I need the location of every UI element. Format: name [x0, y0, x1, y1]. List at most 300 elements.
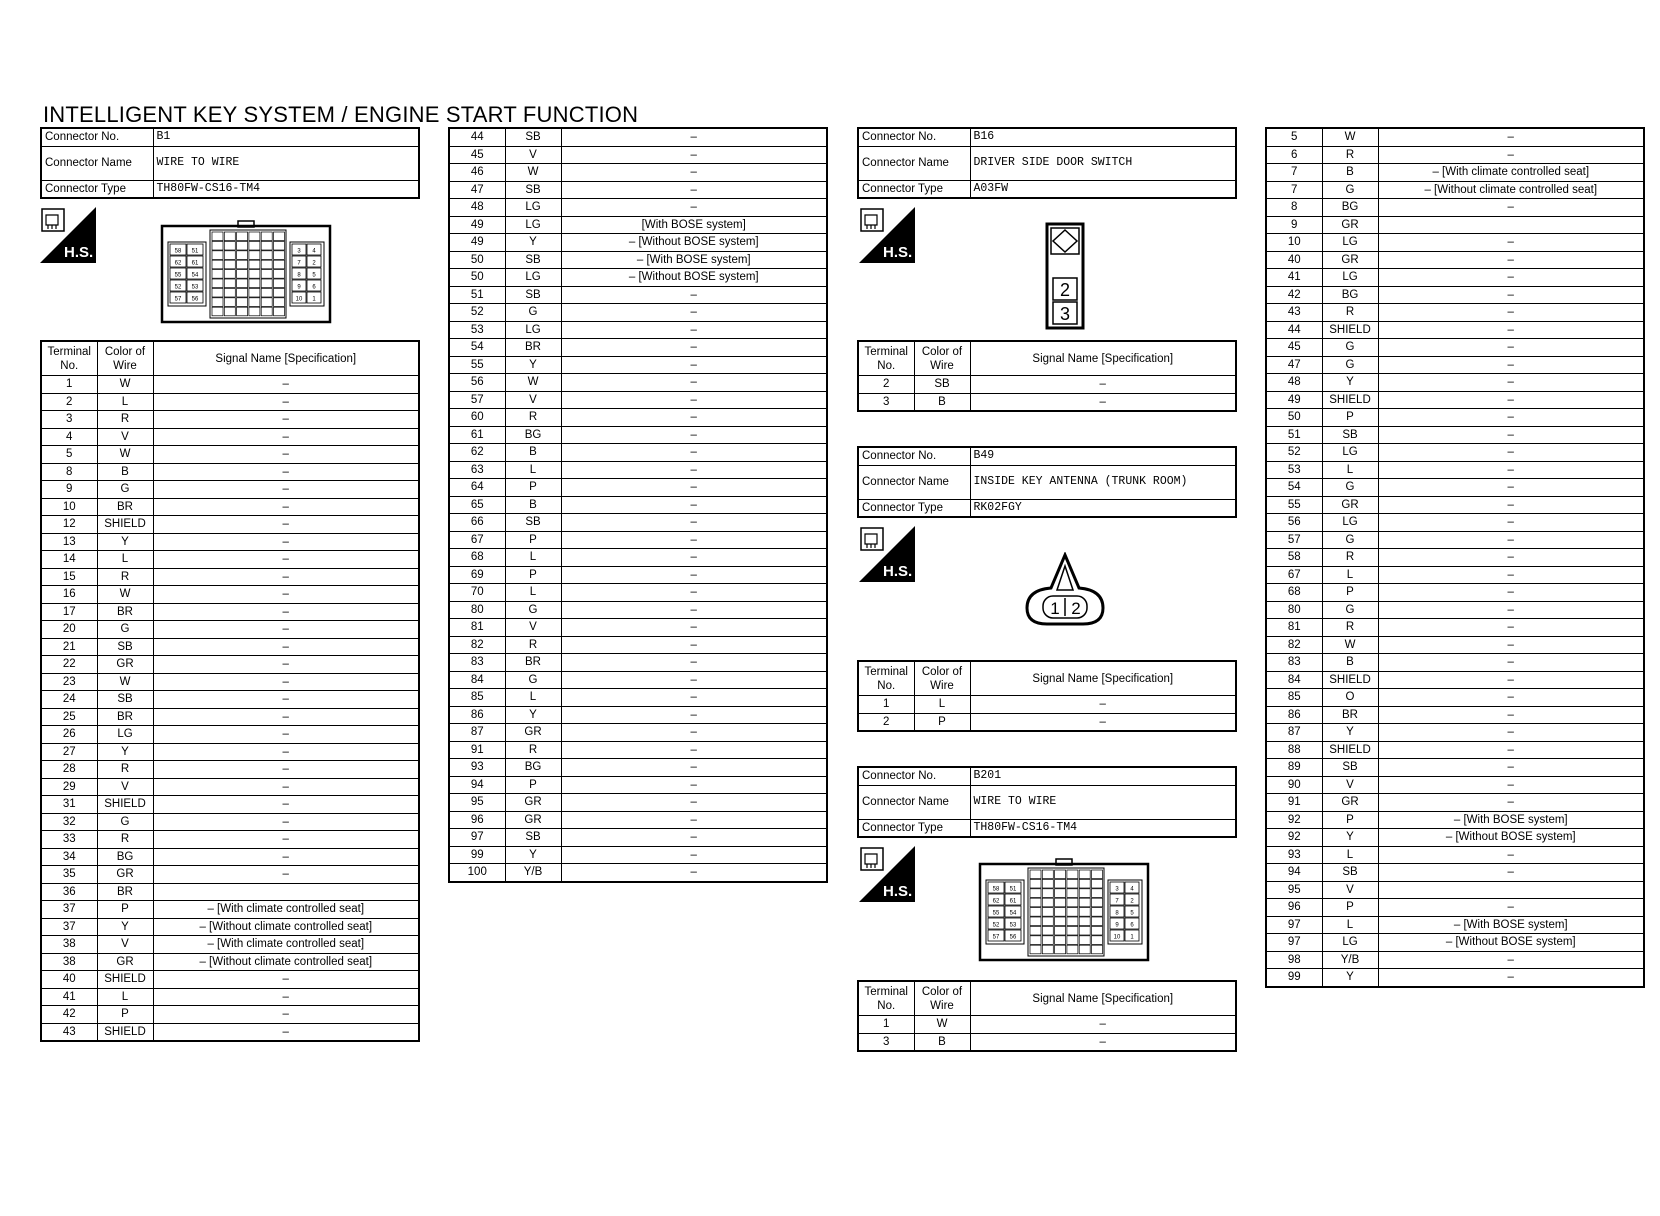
table-row	[1266, 479, 1644, 497]
pin-label: 4	[1130, 886, 1134, 893]
signal-name-cell: –	[1378, 951, 1644, 969]
signal-name-cell: –	[153, 411, 419, 429]
terminal-no-cell: 80	[1266, 601, 1322, 619]
terminal-no-cell: 70	[449, 584, 505, 602]
terminal-no-cell: 7	[1266, 164, 1322, 182]
connector-type-value: A03FW	[970, 180, 1236, 198]
table-row	[1266, 251, 1644, 269]
table-row	[1266, 881, 1644, 899]
signal-name-cell: –	[1378, 374, 1644, 392]
terminal-no-cell: 95	[449, 794, 505, 812]
pin-label: 62	[174, 260, 182, 267]
signal-name-cell: –	[561, 689, 827, 707]
signal-name-cell: –	[561, 724, 827, 742]
terminal-no-cell: 83	[1266, 654, 1322, 672]
pin-cell	[1055, 870, 1066, 879]
signal-name-cell: –	[1378, 409, 1644, 427]
terminal-no-cell: 31	[41, 796, 97, 814]
signal-name-cell: –	[561, 811, 827, 829]
signal-name-cell: – [With BOSE system]	[561, 251, 827, 269]
table-row	[449, 794, 827, 812]
table-row	[449, 339, 827, 357]
signal-name-cell: –	[1378, 461, 1644, 479]
table-row	[1266, 671, 1644, 689]
connector-type-label: Connector Type	[858, 180, 970, 198]
wire-color-cell: SB	[505, 829, 561, 847]
pin-cell	[1042, 945, 1053, 954]
pin-label: 1	[1130, 934, 1134, 941]
pin-cell	[212, 270, 223, 279]
terminal-no-cell: 47	[449, 181, 505, 199]
terminal-no-cell: 43	[1266, 304, 1322, 322]
wire-color-cell: V	[97, 778, 153, 796]
terminal-no-cell: 96	[1266, 899, 1322, 917]
pin-cell	[212, 232, 223, 241]
wire-color-cell: SHIELD	[1322, 391, 1378, 409]
pin-cell	[224, 298, 235, 307]
table-row	[41, 1023, 419, 1041]
signal-name-cell: – [With climate controlled seat]	[153, 901, 419, 919]
pin-label: 53	[191, 284, 199, 291]
signal-name-cell: –	[153, 726, 419, 744]
pin-label: 56	[191, 296, 199, 303]
terminal-no-cell: 14	[41, 551, 97, 569]
signal-name-cell: –	[561, 146, 827, 164]
table-row	[1266, 689, 1644, 707]
wire-color-cell: W	[914, 1016, 970, 1034]
table-row	[41, 638, 419, 656]
pin-label: 56	[1009, 934, 1017, 941]
connector-name-label: Connector Name	[858, 146, 970, 180]
table-row	[1266, 741, 1644, 759]
wire-color-cell: R	[97, 568, 153, 586]
terminal-no-cell: 90	[1266, 776, 1322, 794]
table-row	[449, 234, 827, 252]
table-row	[41, 673, 419, 691]
wire-color-cell: L	[505, 549, 561, 567]
pin-cell	[212, 251, 223, 260]
wire-color-cell: R	[1322, 619, 1378, 637]
terminal-no-cell: 99	[1266, 969, 1322, 987]
table-row	[1266, 951, 1644, 969]
signal-name-cell: –	[561, 566, 827, 584]
table-row	[1266, 181, 1644, 199]
wire-color-cell: L	[97, 393, 153, 411]
table-row	[449, 671, 827, 689]
wire-color-cell: W	[97, 673, 153, 691]
signal-name-cell: –	[153, 586, 419, 604]
signal-name-cell: –	[153, 656, 419, 674]
table-row	[1266, 391, 1644, 409]
signal-name-cell: –	[561, 776, 827, 794]
pin-label: 58	[174, 248, 182, 255]
pin-label: 5	[312, 272, 316, 279]
terminal-no-cell: 10	[1266, 234, 1322, 252]
pin-label: 54	[191, 272, 199, 279]
pin-cell	[237, 251, 248, 260]
pin-label: 2	[312, 260, 316, 267]
wire-color-cell: BG	[505, 426, 561, 444]
connector-type-label: Connector Type	[41, 180, 153, 198]
table-row	[449, 216, 827, 234]
terminal-no-header: Terminal No.	[858, 341, 914, 376]
wire-color-cell: BG	[1322, 199, 1378, 217]
signal-name-cell: –	[561, 409, 827, 427]
wire-color-cell: V	[505, 619, 561, 637]
wire-color-cell: SHIELD	[97, 796, 153, 814]
terminal-no-cell: 49	[1266, 391, 1322, 409]
wire-color-cell: P	[505, 531, 561, 549]
terminal-no-cell: 67	[1266, 566, 1322, 584]
pin-cell	[261, 260, 272, 269]
terminal-no-cell: 34	[41, 848, 97, 866]
wire-color-cell: SB	[505, 181, 561, 199]
table-row	[858, 713, 1236, 731]
wire-color-cell: BR	[97, 883, 153, 901]
connector-type-value: RK02FGY	[970, 499, 1236, 517]
signal-name-cell: –	[1378, 864, 1644, 882]
table-row	[41, 586, 419, 604]
terminal-no-cell: 68	[1266, 584, 1322, 602]
signal-name-cell	[1378, 881, 1644, 899]
pin-cell	[274, 260, 285, 269]
terminal-no-cell: 24	[41, 691, 97, 709]
table-row	[449, 321, 827, 339]
terminal-no-cell: 84	[1266, 671, 1322, 689]
color-header: Color of Wire	[914, 981, 970, 1016]
wire-color-cell: G	[505, 601, 561, 619]
pin-cell	[1055, 945, 1066, 954]
table-row	[1266, 234, 1644, 252]
signal-name-cell: –	[561, 426, 827, 444]
table-row	[449, 286, 827, 304]
table-row	[41, 1006, 419, 1024]
pin-cell	[274, 307, 285, 316]
signal-name-cell: – [Without BOSE system]	[1378, 934, 1644, 952]
wire-color-cell: GR	[1322, 496, 1378, 514]
table-row	[449, 164, 827, 182]
signal-name-cell	[153, 883, 419, 901]
terminal-no-cell: 65	[449, 496, 505, 514]
signal-name-cell: –	[153, 743, 419, 761]
signal-name-cell: –	[1378, 689, 1644, 707]
terminal-no-cell: 17	[41, 603, 97, 621]
signal-name-cell: –	[1378, 269, 1644, 287]
table-row	[1266, 811, 1644, 829]
terminal-no-cell: 97	[1266, 934, 1322, 952]
table-row	[41, 603, 419, 621]
connector-no-label: Connector No.	[41, 128, 153, 146]
pin-cell	[1092, 926, 1103, 935]
terminal-no-cell: 48	[449, 199, 505, 217]
signal-name-cell: – [With BOSE system]	[1378, 916, 1644, 934]
table-row	[858, 1033, 1236, 1051]
table-row	[41, 901, 419, 919]
table-row	[1266, 794, 1644, 812]
color-header: Color of Wire	[914, 341, 970, 376]
pin-cell	[249, 241, 260, 250]
table-row	[449, 479, 827, 497]
signal-name-cell: –	[561, 794, 827, 812]
wire-color-cell: R	[1322, 549, 1378, 567]
table-row	[858, 1016, 1236, 1034]
signal-name-cell: –	[153, 621, 419, 639]
wire-color-cell: G	[97, 621, 153, 639]
wire-color-cell: Y	[1322, 724, 1378, 742]
terminal-no-cell: 3	[41, 411, 97, 429]
wire-color-cell: BR	[505, 654, 561, 672]
b16-connector-header	[857, 127, 1237, 199]
terminal-no-cell: 50	[1266, 409, 1322, 427]
table-row	[41, 761, 419, 779]
table-row	[1266, 601, 1644, 619]
terminal-no-cell: 67	[449, 531, 505, 549]
pin-cell	[249, 288, 260, 297]
table-row	[1266, 444, 1644, 462]
connector-type-value: TH80FW-CS16-TM4	[970, 819, 1236, 837]
wire-color-cell: SB	[505, 251, 561, 269]
terminal-no-cell: 38	[41, 953, 97, 971]
pin-label: 9	[297, 284, 301, 291]
wire-color-cell: Y/B	[1322, 951, 1378, 969]
terminal-no-cell: 44	[449, 128, 505, 146]
terminal-no-cell: 63	[449, 461, 505, 479]
pin-cell	[274, 232, 285, 241]
pin-cell	[1055, 889, 1066, 898]
pin-label: 57	[992, 934, 1000, 941]
pin-cell	[261, 251, 272, 260]
signal-name-cell: –	[1378, 128, 1644, 146]
signal-name-cell: –	[561, 444, 827, 462]
pin-label: 2	[1130, 898, 1134, 905]
wire-color-cell: B	[505, 444, 561, 462]
pin-cell	[237, 298, 248, 307]
table-row	[41, 411, 419, 429]
terminal-no-cell: 43	[41, 1023, 97, 1041]
signal-name-cell: –	[153, 446, 419, 464]
table-row	[449, 409, 827, 427]
wire-color-cell: Y	[97, 533, 153, 551]
table-row	[41, 988, 419, 1006]
table-row	[449, 181, 827, 199]
pin-cell	[1055, 936, 1066, 945]
pin-cell	[1030, 945, 1041, 954]
pin-cell	[261, 298, 272, 307]
table-row	[1266, 706, 1644, 724]
signal-name-cell: – [With climate controlled seat]	[1378, 164, 1644, 182]
table-row	[1266, 496, 1644, 514]
page-title: INTELLIGENT KEY SYSTEM / ENGINE START FUNCTION	[43, 102, 639, 127]
terminal-no-cell: 13	[41, 533, 97, 551]
table-row	[1266, 759, 1644, 777]
terminal-no-cell: 42	[1266, 286, 1322, 304]
wire-color-cell: P	[1322, 899, 1378, 917]
pin-cell	[212, 241, 223, 250]
table-row	[858, 376, 1236, 394]
terminal-no-cell: 8	[41, 463, 97, 481]
table-row	[1266, 339, 1644, 357]
table-row	[1266, 654, 1644, 672]
wire-color-cell: B	[1322, 654, 1378, 672]
pin-cell	[261, 232, 272, 241]
table-row	[1266, 514, 1644, 532]
terminal-no-cell: 51	[1266, 426, 1322, 444]
wire-color-cell: G	[505, 304, 561, 322]
pin-label: 8	[1115, 910, 1119, 917]
pin-label: 7	[1115, 898, 1119, 905]
terminal-no-cell: 81	[449, 619, 505, 637]
signal-name-cell: –	[153, 376, 419, 394]
table-row	[449, 846, 827, 864]
terminal-no-cell: 29	[41, 778, 97, 796]
terminal-no-cell: 41	[41, 988, 97, 1006]
terminal-no-cell: 56	[1266, 514, 1322, 532]
table-row	[1266, 776, 1644, 794]
signal-name-cell: –	[970, 393, 1236, 411]
pin-cell	[237, 307, 248, 316]
connector-type-value: TH80FW-CS16-TM4	[153, 180, 419, 198]
pin-cell	[1079, 889, 1090, 898]
table-row	[449, 566, 827, 584]
terminal-no-cell: 4	[41, 428, 97, 446]
table-row	[449, 496, 827, 514]
table-row	[41, 533, 419, 551]
signal-name-cell: –	[153, 533, 419, 551]
signal-name-cell: –	[153, 393, 419, 411]
pin-cell	[237, 270, 248, 279]
terminal-no-cell: 10	[41, 498, 97, 516]
pin-cell	[1079, 945, 1090, 954]
table-row	[1266, 864, 1644, 882]
pin-cell	[249, 298, 260, 307]
pin-block	[1028, 868, 1104, 956]
signal-name-cell: –	[1378, 899, 1644, 917]
b1-terminal-table	[40, 340, 420, 1042]
wire-color-cell: V	[97, 936, 153, 954]
pin-cell	[249, 232, 260, 241]
wire-color-cell: R	[1322, 304, 1378, 322]
wire-color-cell: W	[505, 164, 561, 182]
table-row	[1266, 531, 1644, 549]
wire-color-cell: P	[505, 776, 561, 794]
table-row	[449, 619, 827, 637]
hs-label: H.S.	[883, 244, 913, 261]
terminal-no-cell: 3	[858, 393, 914, 411]
connector-type-label: Connector Type	[858, 499, 970, 517]
pin-cell	[1030, 870, 1041, 879]
wire-color-cell: P	[914, 713, 970, 731]
wire-color-cell: L	[505, 584, 561, 602]
signal-name-cell: –	[1378, 146, 1644, 164]
terminal-no-cell: 7	[1266, 181, 1322, 199]
pin-label: 4	[312, 248, 316, 255]
pin-cell	[274, 251, 285, 260]
table-row	[41, 393, 419, 411]
pin-cell	[224, 232, 235, 241]
pin-cell	[1042, 889, 1053, 898]
signal-name-cell: –	[561, 321, 827, 339]
signal-name-cell: –	[1378, 619, 1644, 637]
terminal-no-cell: 97	[449, 829, 505, 847]
table-row	[41, 568, 419, 586]
wire-color-cell: V	[505, 391, 561, 409]
signal-name-cell: –	[561, 374, 827, 392]
pin-cell	[224, 270, 235, 279]
wire-color-cell: SHIELD	[1322, 671, 1378, 689]
terminal-no-cell: 49	[449, 234, 505, 252]
table-row	[41, 428, 419, 446]
signal-name-cell: –	[153, 551, 419, 569]
table-row	[41, 656, 419, 674]
table-row	[1266, 916, 1644, 934]
pin-cell	[224, 241, 235, 250]
wire-color-cell: SB	[1322, 864, 1378, 882]
terminal-no-cell: 9	[1266, 216, 1322, 234]
connector-no-label: Connector No.	[858, 128, 970, 146]
table-row	[41, 463, 419, 481]
wire-color-cell: GR	[505, 794, 561, 812]
signal-name-cell: –	[1378, 654, 1644, 672]
signal-name-cell: –	[153, 1023, 419, 1041]
terminal-no-cell: 84	[449, 671, 505, 689]
signal-name-cell	[1378, 216, 1644, 234]
terminal-no-cell: 95	[1266, 881, 1322, 899]
signal-name-cell: –	[561, 514, 827, 532]
pin-label: 3	[1115, 886, 1119, 893]
table-row	[41, 936, 419, 954]
wire-color-cell: V	[1322, 776, 1378, 794]
table-row	[858, 696, 1236, 714]
wire-color-cell: R	[97, 761, 153, 779]
pin-cell	[1092, 889, 1103, 898]
terminal-no-cell: 56	[449, 374, 505, 392]
signal-name-cell: –	[153, 673, 419, 691]
terminal-no-cell: 69	[449, 566, 505, 584]
terminal-no-cell: 100	[449, 864, 505, 882]
wire-color-cell: Y	[1322, 829, 1378, 847]
wire-color-cell: SB	[97, 638, 153, 656]
terminal-no-header: Terminal No.	[858, 981, 914, 1016]
table-row	[1266, 846, 1644, 864]
pin-cell	[1092, 879, 1103, 888]
wire-color-cell: LG	[1322, 234, 1378, 252]
wire-color-cell: G	[97, 813, 153, 831]
connector-no-value: B1	[153, 128, 419, 146]
pin-label: 1	[312, 296, 316, 303]
wire-color-cell: Y/B	[505, 864, 561, 882]
terminal-no-cell: 89	[1266, 759, 1322, 777]
table-row	[449, 549, 827, 567]
pin-cell	[1079, 898, 1090, 907]
wire-color-cell: V	[505, 146, 561, 164]
terminal-no-cell: 61	[449, 426, 505, 444]
terminal-no-cell: 82	[1266, 636, 1322, 654]
table-row	[1266, 461, 1644, 479]
terminal-no-cell: 87	[1266, 724, 1322, 742]
terminal-no-cell: 58	[1266, 549, 1322, 567]
pin-cell	[261, 279, 272, 288]
pin-cell	[1030, 879, 1041, 888]
pin-cell	[261, 307, 272, 316]
wire-color-cell: SB	[505, 286, 561, 304]
terminal-no-cell: 5	[41, 446, 97, 464]
signal-name-cell: –	[561, 601, 827, 619]
pin-cell	[1067, 926, 1078, 935]
terminal-no-cell: 57	[449, 391, 505, 409]
b201-connector-header	[857, 766, 1237, 838]
signal-name-cell: –	[153, 638, 419, 656]
signal-name-cell: –	[153, 1006, 419, 1024]
